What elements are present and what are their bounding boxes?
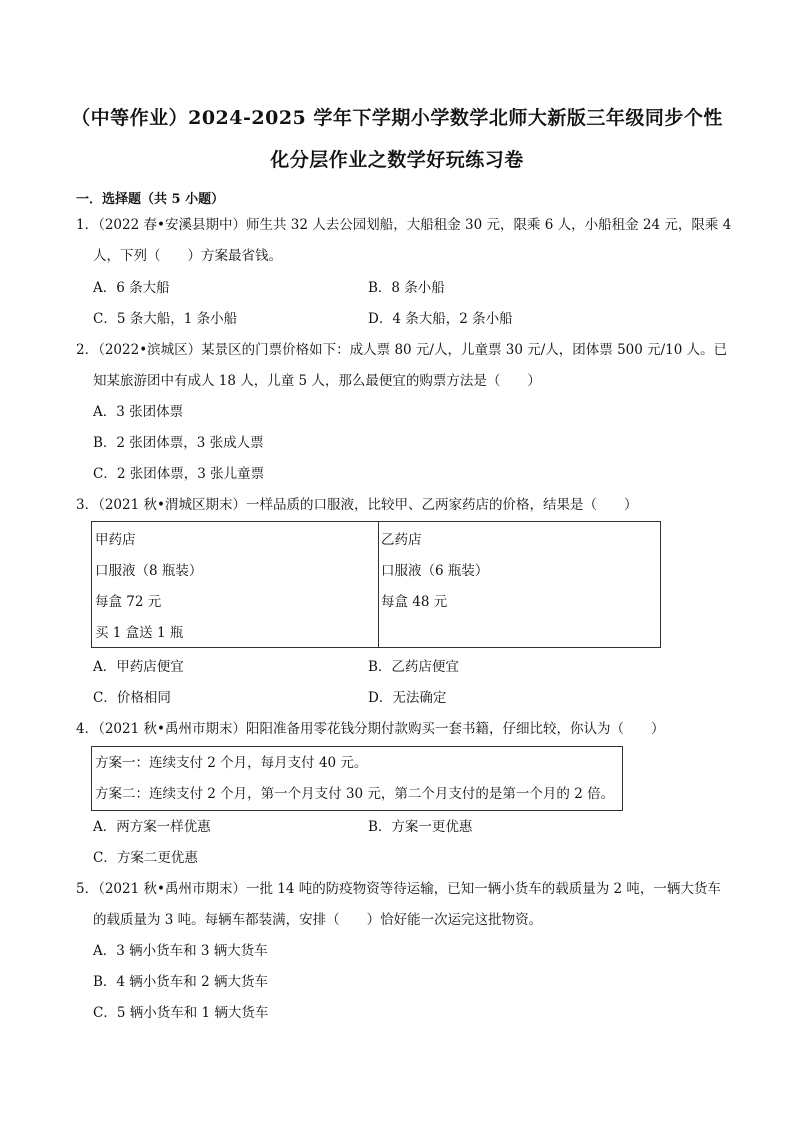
table-left-cell-4: 买 1 盒送 1 瓶 [95,625,184,641]
table-left-cell-2: 口服液（8 瓶装） [95,563,203,579]
question-2-text-line-2: 知某旅游团中有成人 18 人，儿童 5 人，那么最便宜的购票方法是（ ） [93,373,541,389]
question-1-option-c[interactable]: C．5 条大船，1 条小船 [93,311,238,327]
table-right-cell-1: 乙药店 [381,532,422,548]
question-5-text-line-2: 的载质量为 3 吨。每辆车都装满，安排（ ）恰好能一次运完这批物资。 [93,912,543,928]
question-5-option-b[interactable]: B．4 辆小货车和 2 辆大货车 [93,974,268,990]
table-right-cell-2: 口服液（6 瓶装） [381,563,489,579]
plan-2-text: 方案二：连续支付 2 个月，第一个月支付 30 元，第二个月支付的是第一个月的 2 倍。 [95,786,615,802]
question-4-text-line-1: 4．（2021 秋•禹州市期末）阳阳准备用零花钱分期付款购买一套书籍，仔细比较，你认为（ ） [76,721,665,737]
question-4-option-a[interactable]: A．两方案一样优惠 [93,819,211,835]
payment-plans-box [91,746,623,811]
question-1-option-a[interactable]: A．6 条大船 [93,280,170,296]
page-title-line-1: （中等作业）2024-2025 学年下学期小学数学北师大新版三年级同步个性 [71,107,723,129]
question-3-option-d[interactable]: D．无法确定 [368,690,447,706]
question-4-option-c[interactable]: C．方案二更优惠 [93,850,198,866]
plan-1-text: 方案一：连续支付 2 个月，每月支付 40 元。 [95,755,368,771]
question-3-option-a[interactable]: A．甲药店便宜 [93,659,184,675]
question-5-option-c[interactable]: C．5 辆小货车和 1 辆大货车 [93,1005,269,1021]
section-heading: 一．选择题（共 5 小题） [76,192,225,207]
question-3-option-b[interactable]: B．乙药店便宜 [368,659,459,675]
table-left-cell-3: 每盒 72 元 [95,594,162,610]
question-2-text-line-1: 2．（2022•滨城区）某景区的门票价格如下：成人票 80 元/人，儿童票 30 元/人，团体票 500 元/10 人。已 [76,342,728,358]
page-title-line-2: 化分层作业之数学好玩练习卷 [270,149,524,171]
table-left-cell-1: 甲药店 [95,532,136,548]
question-1-option-d[interactable]: D．4 条大船，2 条小船 [368,311,513,327]
question-5-option-a[interactable]: A．3 辆小货车和 3 辆大货车 [93,943,268,959]
table-divider [378,522,379,647]
question-2-option-a[interactable]: A．3 张团体票 [93,404,184,420]
question-5-text-line-1: 5．（2021 秋•禹州市期末）一批 14 吨的防疫物资等待运输，已知一辆小货车的载质量为 2 吨，一辆大货车 [76,881,721,897]
price-comparison-table [91,521,661,648]
question-4-option-b[interactable]: B．方案一更优惠 [368,819,473,835]
question-1-text-line-2: 人，下列（ ）方案最省钱。 [93,248,282,264]
question-1-option-b[interactable]: B．8 条小船 [368,280,445,296]
table-right-cell-3: 每盒 48 元 [381,594,448,610]
question-1-text-line-1: 1．（2022 春•安溪县期中）师生共 32 人去公园划船，大船租金 30 元，限乘 6 人，小船租金 24 元，限乘 4 [76,217,732,233]
question-3-option-c[interactable]: C．价格相同 [93,690,171,706]
question-2-option-c[interactable]: C．2 张团体票，3 张儿童票 [93,466,265,482]
question-2-option-b[interactable]: B．2 张团体票，3 张成人票 [93,435,264,451]
question-3-text-line-1: 3．（2021 秋•渭城区期末）一样品质的口服液，比较甲、乙两家药店的价格，结果是（ ） [76,497,638,513]
